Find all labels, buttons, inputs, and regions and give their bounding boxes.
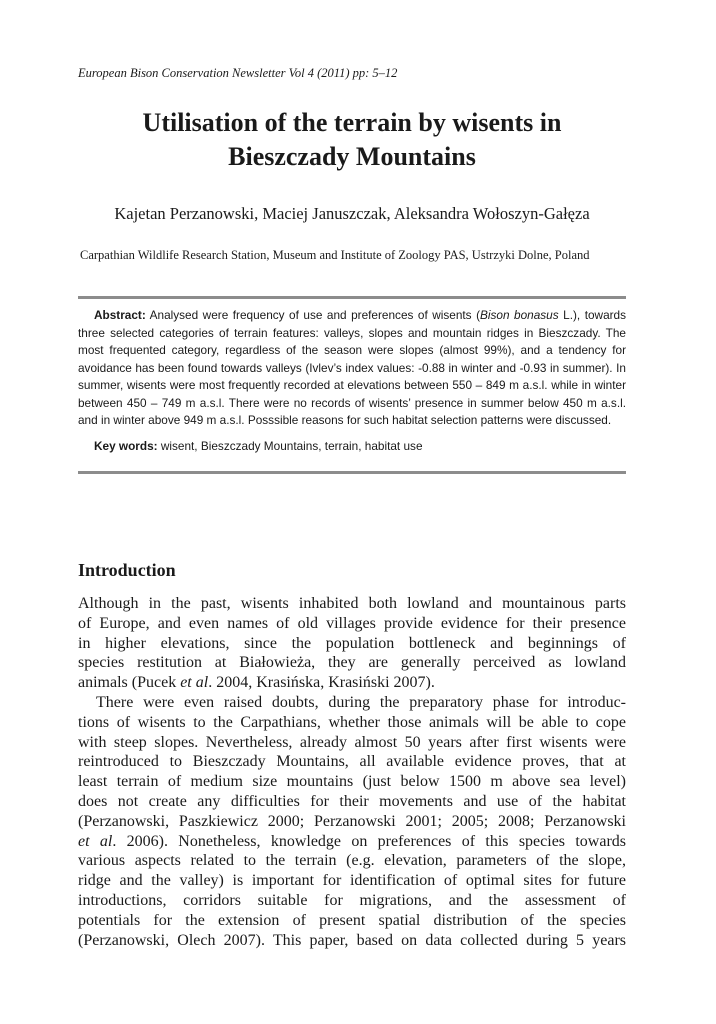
species-name: Bison bonasus: [480, 308, 559, 322]
body-line: (Perzanowski, Paszkiewicz 2000; Perzanowski 2001; 2005; 2008; Perzanowski: [78, 812, 626, 830]
body-line: least terrain of medium size mountains (just below 1500 m above sea level): [78, 773, 626, 791]
journal-citation: European Bison Conservation Newsletter Vol 4 (2011) pp: 5–12: [78, 66, 398, 80]
body-line: introductions, corridors suitable for migrations, and the assessment of: [78, 891, 626, 909]
introduction-heading: Introduction: [78, 560, 176, 580]
body-line: does not create any difficulties for their movements and use of the habitat: [78, 792, 626, 810]
title-line-1: Utilisation of the terrain by wisents in: [142, 108, 562, 137]
body-line: species restitution at Białowieża, they are generally perceived as lowland: [78, 654, 626, 672]
body-line: potentials for the extension of present spatial distribution of the species: [78, 911, 626, 929]
abstract-section: [78, 307, 626, 455]
body-line: tions of wisents to the Carpathians, whether those animals will be able to cope: [78, 713, 626, 731]
body-line: Although in the past, wisents inhabited both lowland and mountainous parts: [78, 595, 626, 612]
abstract-text-post: L.), towards three selected categories of terrain features: valleys, slopes and mountain ridges in Bieszczady. The most frequented category, regardless of the season were slopes (almost 99%), and a tendency for avoidance has been found towards valleys (Ivlev’s index values: -0.88 in winter and -0.93 in summer). In summer, wisents were most frequently recorded at elevations between 550 – 849 m a.s.l. while in winter between 450 – 749 m a.s.l. There were no records of wisents’ presence in summer below 450 m a.s.l. and in winter above 949 m a.s.l. Posssible reasons for such habitat selection patterns were discussed.: [78, 308, 627, 427]
affiliation: Carpathian Wildlife Research Station, Museum and Institute of Zoology PAS, Ustrzyki Dolne, Poland: [80, 248, 590, 262]
body-line: (Perzanowski, Olech 2007). This paper, based on data collected during 5 years: [78, 931, 626, 949]
keywords-text: wisent, Bieszczady Mountains, terrain, habitat use: [157, 438, 423, 453]
body-line: with steep slopes. Nevertheless, already almost 50 years after first wisents were: [78, 733, 626, 751]
body-line: ridge and the valley) is important for identification of optimal sites for future: [78, 872, 626, 890]
body-line: various aspects related to the terrain (e.g. elevation, parameters of the slope,: [78, 852, 626, 870]
article-title: [78, 106, 626, 174]
body-line: animals (Pucek et al. 2004, Krasińska, Krasiński 2007).: [78, 674, 435, 692]
abstract-bottom-rule: [78, 471, 626, 474]
abstract-paragraph: [78, 307, 626, 430]
body-line: There were even raised doubts, during the preparatory phase for introduc-: [96, 693, 626, 711]
body-line: et al. 2006). Nonetheless, knowledge on preferences of this species towards: [78, 832, 626, 850]
body-line: reintroduced to Bieszczady Mountains, all available evidence proves, that at: [78, 753, 626, 771]
title-line-2: Bieszczady Mountains: [228, 142, 476, 171]
body-line: of Europe, and even names of old villages provide evidence for their presence: [78, 614, 626, 632]
abstract-top-rule: [78, 296, 626, 299]
authors: Kajetan Perzanowski, Maciej Januszczak, Aleksandra Wołoszyn-Gałęza: [114, 204, 590, 223]
keywords-paragraph: [78, 438, 626, 456]
keywords-label: Key words:: [94, 438, 158, 453]
introduction-body: [78, 594, 626, 950]
abstract-text-pre: Analysed were frequency of use and preferences of wisents (: [145, 308, 481, 322]
abstract-label: Abstract:: [94, 308, 146, 322]
body-line: in higher elevations, since the population bottleneck and beginnings of: [78, 634, 626, 652]
